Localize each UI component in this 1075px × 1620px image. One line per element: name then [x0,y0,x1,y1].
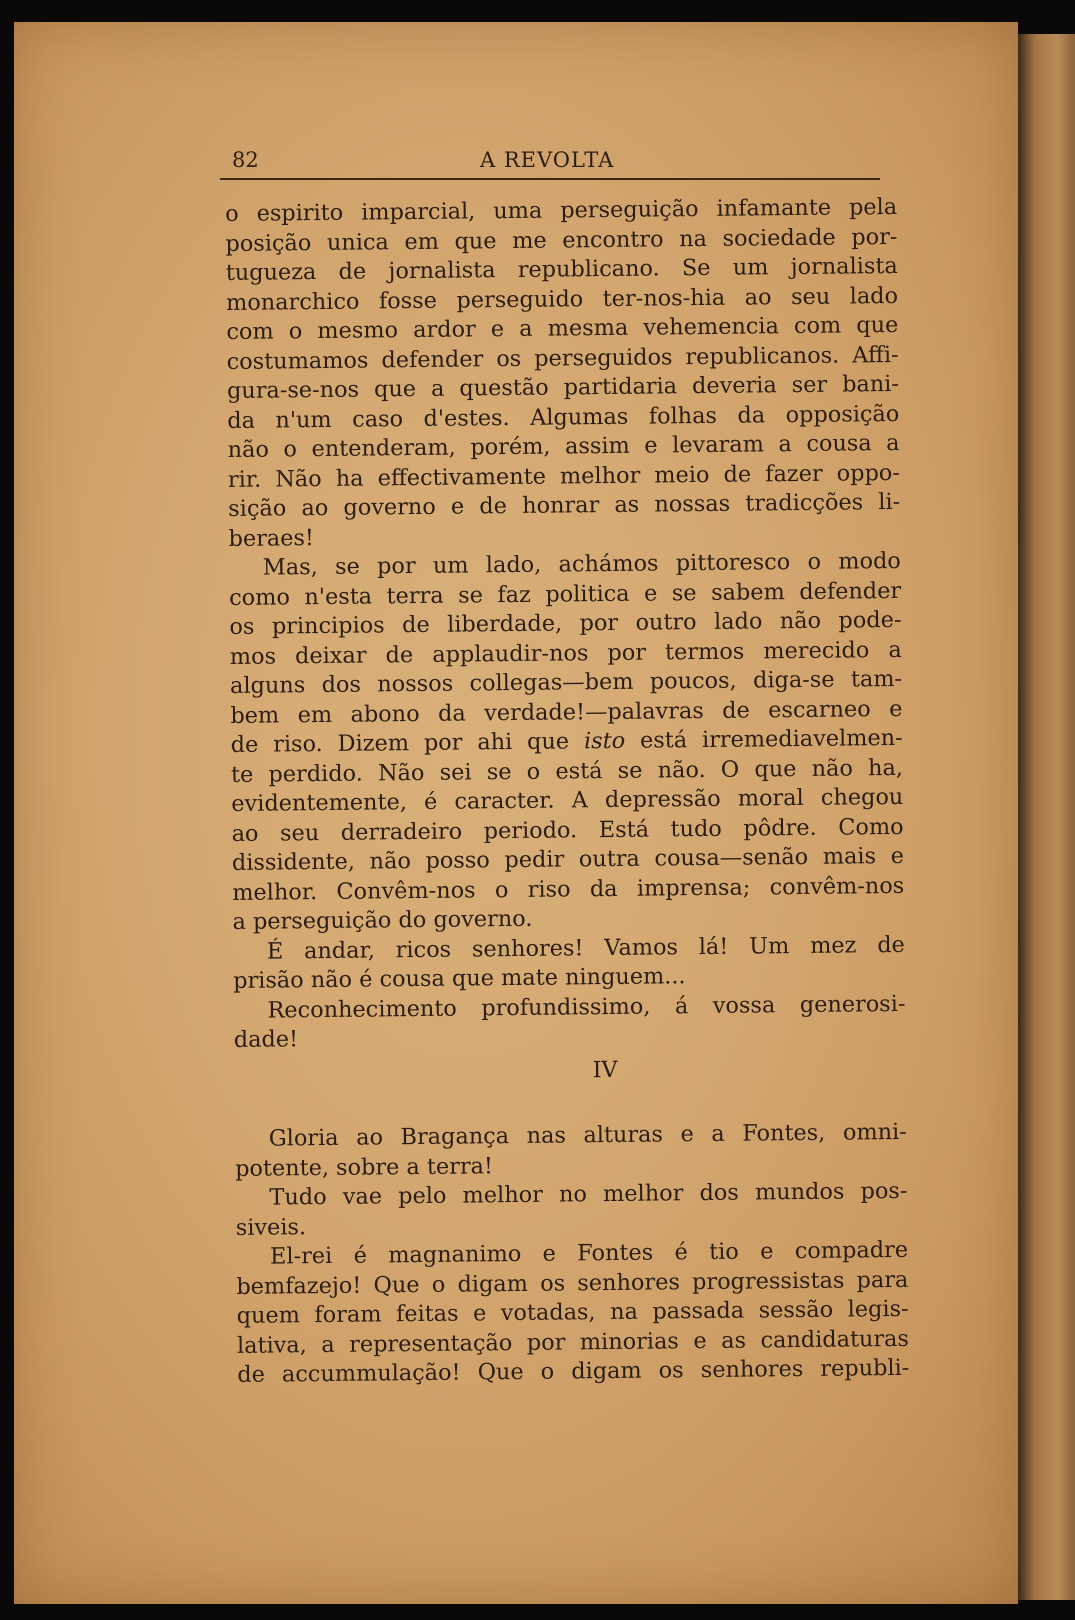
header-rule [220,178,880,180]
text-line: dissidente, não posso pedir outra cousa—senão mais e [231,842,905,876]
text-line: o espirito imparcial, uma perseguição infamante pela [225,193,898,227]
text-line: sição ao governo e de honrar as nossas tradicções li- [228,488,901,522]
text-line: alguns dos nossos collegas—bem poucos, diga-se tam- [229,665,903,699]
body-text [225,193,909,1390]
text-line: os principios de liberdade, por outro lado não pode- [229,606,902,640]
adjacent-page-edge [1018,34,1075,1600]
text-line: monarchico fosse perseguido ter-nos-hia ao seu lado [225,282,899,316]
text-line: lativa, a representação por minorias e as candidaturas [236,1325,910,1359]
section-heading [234,1052,906,1089]
text-line: bemfazejo! Que o digam os senhores progressistas para [236,1266,909,1300]
text-line: costumamos defender os perseguidos republicanos. Affi- [226,341,899,375]
text-line: El-rei é magnanimo e Fontes é tio e compadre [269,1236,909,1270]
italic-word: isto [583,727,626,755]
page-number: 82 [232,148,259,172]
text-line: rir. Não ha effectivamente melhor meio de fazer oppo- [227,459,901,493]
text-line: bem em abono da verdade!—palavras de escarneo e [230,695,903,729]
text-line: dade! [233,1026,299,1053]
text-fragment: de riso. Dizem por ahi que [230,728,570,758]
text-line: gura-se-nos que a questão partidaria deveria ser bani- [226,370,900,404]
text-line: como n'esta terra se faz politica e se sabem defender [229,577,902,611]
text-line: Mas, se por um lado, achámos pittoresco o modo [262,547,901,581]
running-title: A REVOLTA [480,148,615,172]
text-line: posição unica em que me encontro na sociedade por- [225,223,898,257]
text-line: Tudo vae pelo melhor no melhor dos mundos pos- [269,1177,908,1211]
text-line: melhor. Convêm-nos o riso da imprensa; convêm-nos [232,872,905,906]
text-line: siveis. [235,1213,307,1241]
text-line: Reconhecimento profundissimo, á vossa generosi- [267,990,906,1024]
text-line: com o mesmo ardor e a mesma vehemencia com que [226,311,899,345]
text-line: beraes! [228,524,315,552]
text-line: ao seu derradeiro periodo. Está tudo pôdre. Como [231,813,904,847]
text-fragment: está irremediavelmen- [639,724,903,754]
text-line: Gloria ao Bragança nas alturas e a Fontes, omni- [268,1118,907,1152]
text-line: prisão não é cousa que mate ninguem... [233,963,686,994]
running-head [220,144,880,186]
text-line: te perdido. Não sei se o está se não. O que não ha, [230,754,904,788]
text-line: mos deixar de applaudir-nos por termos merecido a [229,636,902,670]
text-line: de accummulação! Que o digam os senhores republi- [237,1354,910,1388]
text-line: potente, sobre a terra! [235,1152,494,1182]
text-line: não o entenderam, porém, assim e levaram a cousa a [227,429,900,463]
text-line: quem foram feitas e votadas, na passada sessão legis- [236,1295,909,1329]
text-line: É andar, ricos senhores! Vamos lá! Um mez de [266,931,905,965]
text-line: da n'um caso d'estes. Algumas folhas da opposição [227,400,900,434]
text-line: tugueza de jornalista republicano. Se um jornalista [225,252,898,286]
text-line: a perseguição do governo. [232,905,533,935]
text-line: evidentemente, é caracter. A depressão moral chegou [231,783,904,817]
section-numeral: IV [592,1056,618,1083]
